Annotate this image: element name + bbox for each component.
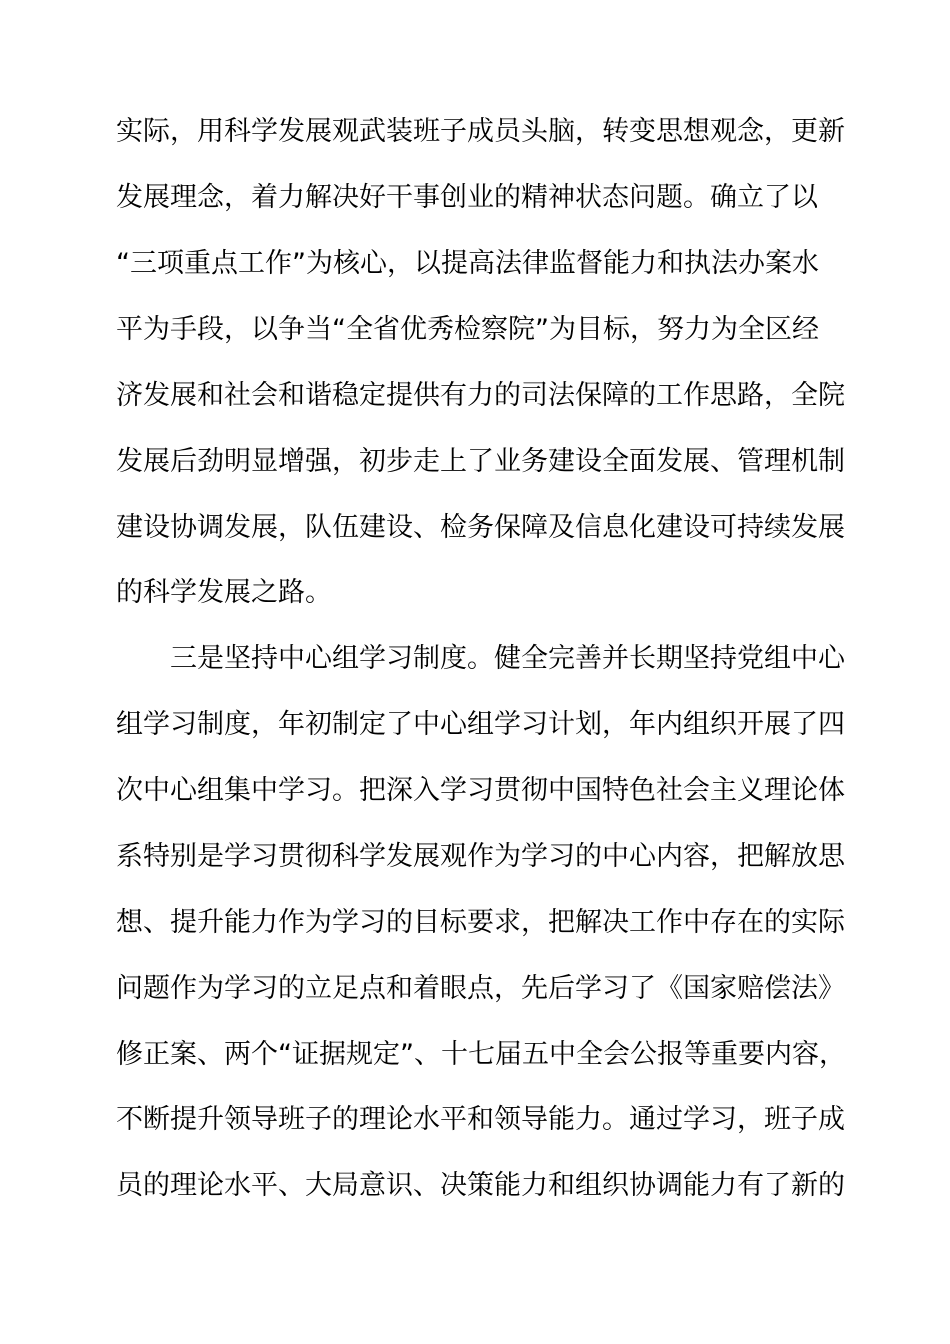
text-line: 的科学发展之路。 [116,577,332,608]
text-line: 组学习制度，年初制定了中心组学习计划，年内组织开展了四 [116,709,845,740]
text-line: 问题作为学习的立足点和着眼点，先后学习了《国家赔偿法》 [116,973,845,1004]
text-line: 系特别是学习贯彻科学发展观作为学习的中心内容，把解放思 [116,841,845,872]
text-line: 建设协调发展，队伍建设、检务保障及信息化建设可持续发展 [116,512,845,543]
text-line: 想、提升能力作为学习的目标要求，把解决工作中存在的实际 [116,907,845,938]
text-line: 实际，用科学发展观武装班子成员头脑，转变思想观念，更新 [116,116,845,147]
text-line: 次中心组集中学习。把深入学习贯彻中国特色社会主义理论体 [116,775,845,806]
text-line: 修正案、两个“证据规定”、十七届五中全会公报等重要内容， [116,1039,846,1070]
text-line: 发展后劲明显增强，初步走上了业务建设全面发展、管理机制 [116,446,845,477]
text-line: 济发展和社会和谐稳定提供有力的司法保障的工作思路，全院 [116,380,845,411]
text-line: 平为手段，以争当“全省优秀检察院”为目标，努力为全区经 [116,314,819,345]
text-line: 员的理论水平、大局意识、决策能力和组织协调能力有了新的 [116,1170,845,1201]
text-line: “三项重点工作”为核心，以提高法律监督能力和执法办案水 [116,248,819,279]
text-line: 不断提升领导班子的理论水平和领导能力。通过学习，班子成 [116,1104,845,1135]
text-line: 发展理念，着力解决好干事创业的精神状态问题。确立了以 [116,182,818,213]
paragraph-first-line: 三是坚持中心组学习制度。健全完善并长期坚持党组中心 [170,643,845,674]
